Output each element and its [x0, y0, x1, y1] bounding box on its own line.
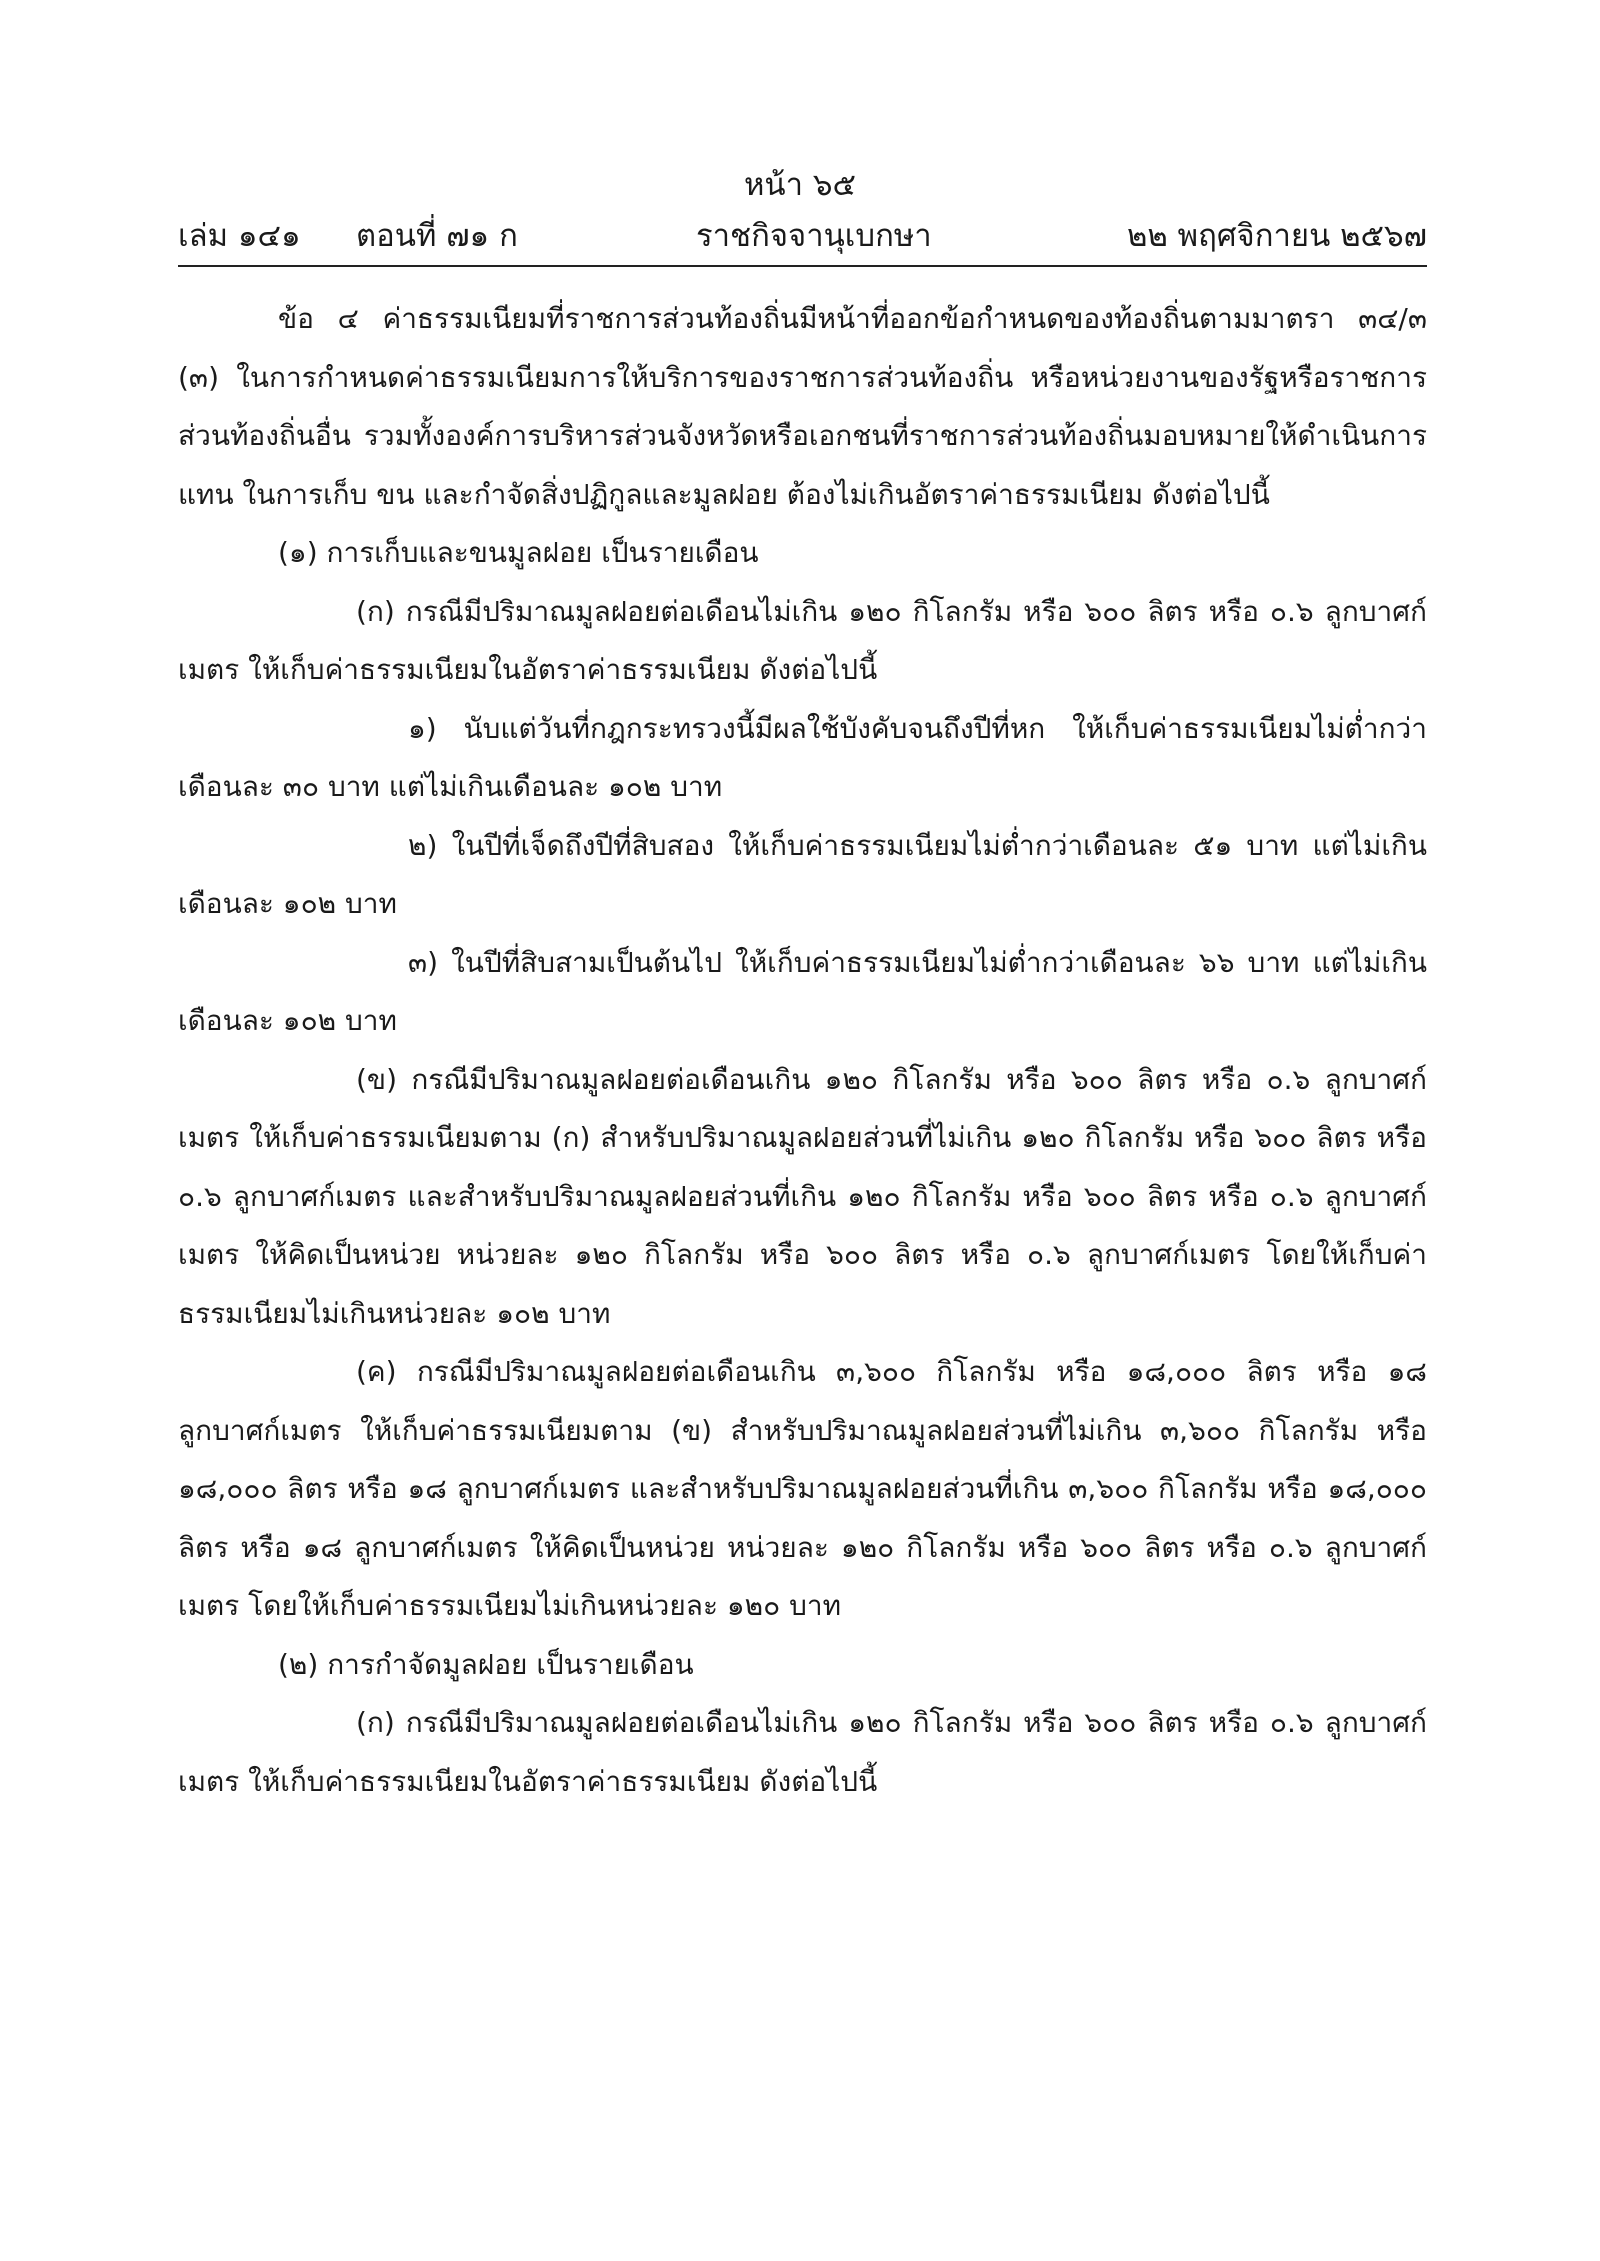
item-1c-paragraph: (ค) กรณีมีปริมาณมูลฝอยต่อเดือนเกิน ๓,๖๐๐ กิโลกรัม หรือ ๑๘,๐๐๐ ลิตร หรือ ๑๘ ลูกบาศก์เมตร ให้เก็บค่าธรรมเนียมตาม (ข) สำหรับปริมาณมูลฝอยส่วนที่ไม่เกิน ๓,๖๐๐ กิโลกรัม หรือ ๑๘,๐๐๐ ลิตร หรือ ๑๘ ลูกบาศก์เมตร และสำหรับปริมาณมูลฝอยส่วนที่เกิน ๓,๖๐๐ กิโลกรัม หรือ ๑๘,๐๐๐ ลิตร หรือ ๑๘ ลูกบาศก์เมตร ให้คิดเป็นหน่วย หน่วยละ ๑๒๐ กิโลกรัม หรือ ๖๐๐ ลิตร หรือ ๐.๖ ลูกบาศก์เมตร โดยให้เก็บค่าธรรมเนียมไม่เกินหน่วยละ ๑๒๐ บาท [178, 1355, 1427, 1622]
gazette-name: ราชกิจจานุเบกษา [696, 218, 932, 254]
item-1a-3-paragraph: ๓) ในปีที่สิบสามเป็นต้นไป ให้เก็บค่าธรรมเนียมไม่ต่ำกว่าเดือนละ ๖๖ บาท แต่ไม่เกินเดือนละ ๑๐๒ บาท [178, 945, 1427, 1037]
gazette-header [178, 216, 1427, 258]
item-1a-paragraph: (ก) กรณีมีปริมาณมูลฝอยต่อเดือนไม่เกิน ๑๒๐ กิโลกรัม หรือ ๖๐๐ ลิตร หรือ ๐.๖ ลูกบาศก์เมตร ให้เก็บค่าธรรมเนียมในอัตราค่าธรรมเนียม ดังต่อไปนี้ [178, 594, 1427, 686]
volume-label: เล่ม ๑๔๑ [178, 218, 301, 254]
issue-label: ตอนที่ ๗๑ ก [356, 218, 518, 254]
page-number: หน้า ๖๕ [743, 167, 857, 203]
document-body [178, 290, 1427, 1811]
clause-4-paragraph: ข้อ ๔ ค่าธรรมเนียมที่ราชการส่วนท้องถิ่นมีหน้าที่ออกข้อกำหนดของท้องถิ่นตามมาตรา ๓๔/๓ (๓) ในการกำหนดค่าธรรมเนียมการให้บริการของราชการส่วนท้องถิ่น หรือหน่วยงานของรัฐหรือราชการส่วนท้องถิ่นอื่น รวมทั้งองค์การบริหารส่วนจังหวัดหรือเอกชนที่ราชการส่วนท้องถิ่นมอบหมายให้ดำเนินการแทน ในการเก็บ ขน และกำจัดสิ่งปฏิกูลและมูลฝอย ต้องไม่เกินอัตราค่าธรรมเนียม ดังต่อไปนี้ [178, 302, 1427, 511]
item-2-heading: (๒) การกำจัดมูลฝอย เป็นรายเดือน [278, 1647, 694, 1681]
item-2a-paragraph: (ก) กรณีมีปริมาณมูลฝอยต่อเดือนไม่เกิน ๑๒๐ กิโลกรัม หรือ ๖๐๐ ลิตร หรือ ๐.๖ ลูกบาศก์เมตร ให้เก็บค่าธรรมเนียมในอัตราค่าธรรมเนียม ดังต่อไปนี้ [178, 1706, 1427, 1798]
publication-date: ๒๒ พฤศจิกายน ๒๕๖๗ [1126, 218, 1427, 254]
item-1b-paragraph: (ข) กรณีมีปริมาณมูลฝอยต่อเดือนเกิน ๑๒๐ กิโลกรัม หรือ ๖๐๐ ลิตร หรือ ๐.๖ ลูกบาศก์เมตร ให้เก็บค่าธรรมเนียมตาม (ก) สำหรับปริมาณมูลฝอยส่วนที่ไม่เกิน ๑๒๐ กิโลกรัม หรือ ๖๐๐ ลิตร หรือ ๐.๖ ลูกบาศก์เมตร และสำหรับปริมาณมูลฝอยส่วนที่เกิน ๑๒๐ กิโลกรัม หรือ ๖๐๐ ลิตร หรือ ๐.๖ ลูกบาศก์เมตร ให้คิดเป็นหน่วย หน่วยละ ๑๒๐ กิโลกรัม หรือ ๖๐๐ ลิตร หรือ ๐.๖ ลูกบาศก์เมตร โดยให้เก็บค่าธรรมเนียมไม่เกินหน่วยละ ๑๐๒ บาท [178, 1062, 1427, 1330]
header-divider [178, 265, 1427, 267]
item-1a-1-paragraph: ๑) นับแต่วันที่กฎกระทรวงนี้มีผลใช้บังคับจนถึงปีที่หก ให้เก็บค่าธรรมเนียมไม่ต่ำกว่าเดือนละ ๓๐ บาท แต่ไม่เกินเดือนละ ๑๐๒ บาท [178, 711, 1427, 803]
item-1a-2-paragraph: ๒) ในปีที่เจ็ดถึงปีที่สิบสอง ให้เก็บค่าธรรมเนียมไม่ต่ำกว่าเดือนละ ๕๑ บาท แต่ไม่เกินเดือนละ ๑๐๒ บาท [178, 828, 1427, 920]
item-1-heading: (๑) การเก็บและขนมูลฝอย เป็นรายเดือน [278, 536, 759, 569]
